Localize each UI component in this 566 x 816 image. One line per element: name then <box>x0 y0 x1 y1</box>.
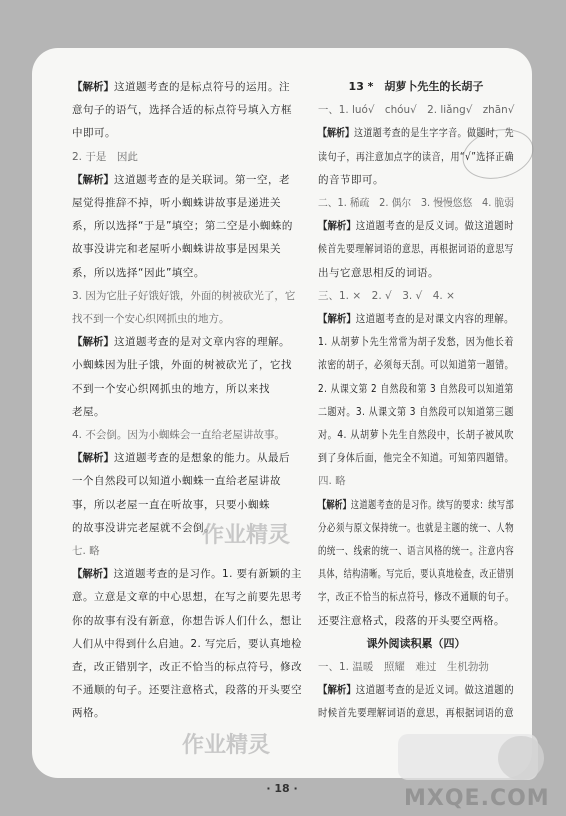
document-page <box>32 48 532 795</box>
analysis-tag: 【解析】 <box>318 498 351 511</box>
analysis-text: 这道题考查的是关联词。第一空，老 <box>114 173 290 186</box>
answer-line <box>72 312 230 326</box>
analysis-line <box>72 126 116 140</box>
analysis-line <box>318 706 514 720</box>
analysis-line <box>318 683 514 697</box>
analysis-line <box>72 173 290 187</box>
analysis-tag: 【解析】 <box>72 173 114 186</box>
analysis-text: 中即可。 <box>72 127 116 140</box>
analysis-tag: 【解析】 <box>72 336 114 349</box>
answer-text: 四. 略 <box>318 475 346 488</box>
answer-text: 二、1. 稀疏 2. 偶尔 3. 慢慢悠悠 4. 脆弱 <box>318 197 514 209</box>
analysis-text: 到了身体后面，他完全不知道。可知第四题错。 <box>318 452 514 465</box>
analysis-text: 意。立意是文章的中心思想，在写之前要先思考 <box>72 591 303 604</box>
analysis-line <box>72 521 215 535</box>
analysis-line <box>318 358 514 372</box>
answer-line <box>318 660 489 674</box>
analysis-line <box>72 683 302 697</box>
analysis-line <box>72 614 302 628</box>
page-number: · 18 · <box>266 782 298 795</box>
analysis-text: 具体，结构清晰。写完后，要认真地检查，改正错别 <box>318 568 515 581</box>
analysis-text: 两格。 <box>72 707 105 720</box>
analysis-text: 对。4. 从胡萝卜先生自然段中，长胡子被风吹 <box>318 429 514 441</box>
section-title <box>318 80 514 94</box>
analysis-line <box>318 521 514 535</box>
analysis-line <box>318 405 514 419</box>
analysis-line <box>318 498 514 512</box>
analysis-line <box>318 266 439 280</box>
answer-line <box>318 196 514 210</box>
analysis-text: 这道题考查的是标点符号的运用。注 <box>114 81 290 93</box>
analysis-text: 老屋。 <box>72 405 105 418</box>
analysis-text: 这道题考查的是对文章内容的理解。 <box>114 336 290 349</box>
analysis-line <box>72 358 292 372</box>
analysis-line <box>318 242 514 256</box>
answer-line <box>72 289 295 303</box>
analysis-line <box>72 196 281 210</box>
analysis-tag: 【解析】 <box>318 313 356 325</box>
analysis-line <box>318 126 514 140</box>
analysis-line <box>72 498 270 512</box>
analysis-text: 事，所以老屋一直在听故事，只要小蜘蛛 <box>72 498 270 511</box>
answer-text: 4. 不会倒。因为小蜘蛛会一直给老屋讲故事。 <box>72 429 285 441</box>
section-title-text: 13 * 胡萝卜先生的长胡子 <box>348 80 484 93</box>
analysis-line <box>72 405 105 419</box>
analysis-text: 这道题考查的是对课文内容的理解。 <box>355 313 514 325</box>
analysis-line <box>318 567 514 581</box>
answer-line <box>72 150 138 164</box>
analysis-line <box>318 219 514 233</box>
answer-line <box>72 428 285 442</box>
analysis-text: 二题对。3. 从课文第 3 自然段可以知道第三题 <box>318 405 514 418</box>
analysis-text: 屋觉得推辞不掉，听小蜘蛛讲故事是递进关 <box>72 197 281 209</box>
analysis-line <box>72 103 292 117</box>
analysis-text: 查，改正错别字，改正不恰当的标点符号，修改 <box>72 661 303 673</box>
section-title <box>318 637 514 651</box>
analysis-line <box>72 219 293 233</box>
analysis-line <box>318 451 514 465</box>
analysis-line <box>72 706 105 720</box>
analysis-text: 这道题考查的是习作。续写的要求：续写部 <box>350 498 515 511</box>
answer-text: 一、1. 温暖 照耀 难过 生机勃勃 <box>318 661 489 673</box>
analysis-text: 时候首先要理解词语的意思，再根据词语的意 <box>318 707 515 720</box>
answer-line <box>318 289 455 303</box>
analysis-line <box>72 660 302 674</box>
answer-line <box>318 474 346 488</box>
analysis-text: 这道题考查的是想象的能力。从最后 <box>114 452 290 465</box>
analysis-line <box>318 544 514 558</box>
analysis-text: 的统一、线索的统一、语言风格的统一。注意内容 <box>318 545 515 557</box>
analysis-text: 的音节即可。 <box>318 173 384 186</box>
analysis-line <box>72 266 205 280</box>
analysis-tag: 【解析】 <box>318 684 356 697</box>
analysis-text: 故事没讲完和老屋听小蜘蛛讲故事是因果关 <box>72 243 281 256</box>
analysis-line <box>318 614 505 628</box>
analysis-text: 系，所以选择“于是”填空；第二空是小蜘蛛的 <box>72 220 293 233</box>
analysis-text: 读句子，再注意加点字的读音，用“√”选择正确 <box>318 150 515 163</box>
analysis-text: 不到一个安心织网抓虫的地方，所以来找 <box>72 382 270 395</box>
analysis-text: 这道题考查的是反义词。做这道题时 <box>355 220 514 233</box>
analysis-line <box>318 150 514 164</box>
analysis-line <box>72 242 281 256</box>
analysis-line <box>318 173 384 187</box>
analysis-text: 的故事没讲完老屋就不会倒。 <box>72 521 215 534</box>
analysis-text: 人们从中得到什么启迪。2. 写完后，要认真地检 <box>72 637 302 650</box>
analysis-text: 一个自然段可以知道小蜘蛛一直给老屋讲故 <box>72 475 281 488</box>
analysis-text: 候首先要理解词语的意思，再根据词语的意思写 <box>318 243 514 256</box>
answer-text: 七. 略 <box>72 545 100 557</box>
analysis-tag: 【解析】 <box>72 81 114 93</box>
analysis-tag: 【解析】 <box>318 220 356 233</box>
site-watermark: MXQE.COM <box>404 786 550 811</box>
answer-line <box>72 544 100 558</box>
analysis-text: 2. 从课文第 2 自然段和第 3 自然段可以知道第 <box>318 382 514 395</box>
analysis-tag: 【解析】 <box>72 568 114 581</box>
analysis-line <box>72 474 281 488</box>
answer-text: 一、1. luó√ chóu√ 2. liǎng√ zhān√ <box>318 104 515 117</box>
analysis-line <box>318 312 514 326</box>
answer-text: 3. 因为它肚子好饿好饿，外面的树被砍光了，它 <box>72 289 296 302</box>
analysis-text: 分必须与原文保持统一。也就是主题的统一、人物 <box>318 521 515 534</box>
analysis-text: 意句子的语气，选择合适的标点符号填入方框 <box>72 104 292 117</box>
analysis-line <box>318 590 514 604</box>
analysis-line <box>318 428 514 442</box>
analysis-text: 浓密的胡子，必须每天刮。可以知道第一题错。 <box>318 359 514 372</box>
analysis-text: 字，改正不恰当的标点符号，修改不通顺的句子。 <box>318 591 515 604</box>
analysis-line <box>318 382 514 396</box>
analysis-text: 这道题考查的是习作。1. 要有新颖的主 <box>113 568 302 581</box>
answer-text: 2. 于是 因此 <box>72 150 138 163</box>
analysis-text: 小蜘蛛因为肚子饿，外面的树被砍光了，它找 <box>72 359 292 372</box>
analysis-line <box>72 80 290 94</box>
faint-watermark-bottom: 作业精灵 <box>182 733 271 758</box>
analysis-line <box>72 590 302 604</box>
analysis-line <box>72 335 290 349</box>
analysis-tag: 【解析】 <box>318 127 354 140</box>
analysis-text: 出与它意思相反的词语。 <box>318 266 439 279</box>
analysis-text: 这道题考查的是近义词。做这道题的 <box>355 684 514 697</box>
analysis-text: 你的故事有没有新意，你想告诉人们什么，想让 <box>72 614 303 627</box>
section-title-text: 课外阅读积累（四） <box>366 636 466 650</box>
answer-line <box>318 103 514 117</box>
answer-text: 找不到一个安心织网抓虫的地方。 <box>72 313 230 325</box>
analysis-text: 不通顺的句子。还要注意格式，段落的开头要空 <box>72 684 303 697</box>
analysis-line <box>72 382 270 396</box>
analysis-text: 这道题考查的是生字字音。做题时，先 <box>353 127 515 140</box>
analysis-tag: 【解析】 <box>72 452 114 465</box>
faint-watermark: 作业精灵 <box>202 523 291 548</box>
analysis-text: 还要注意格式，段落的开头要空两格。 <box>318 614 505 627</box>
analysis-line <box>72 637 302 651</box>
analysis-line <box>318 335 514 349</box>
answer-text: 三、1. × 2. √ 3. √ 4. × <box>318 289 455 302</box>
analysis-line <box>72 567 302 581</box>
analysis-text: 系，所以选择“因此”填空。 <box>72 266 205 279</box>
analysis-text: 1. 从胡萝卜先生常常为胡子发愁，因为他长着 <box>318 336 514 349</box>
analysis-line <box>72 451 290 465</box>
